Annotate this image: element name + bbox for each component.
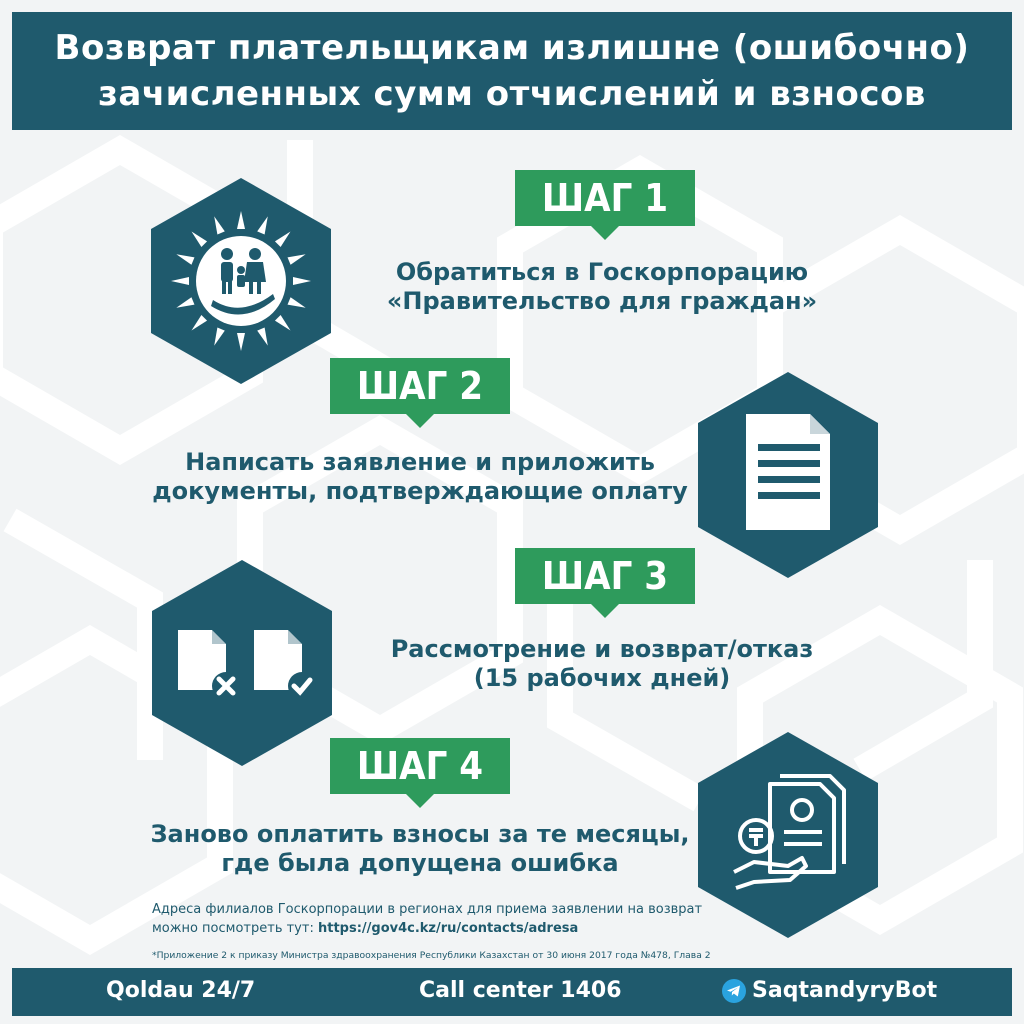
branch-addresses-text: Адреса филиалов Госкорпорации в регионах для приема заявлении на возврат можно посмотреть тут: (152, 902, 703, 936)
step-2-text-line-2: документы, подтверждающие оплату (152, 477, 688, 505)
family-sun-icon (151, 178, 331, 384)
step-4-badge: ШАГ 4 (330, 738, 510, 794)
branch-addresses-link[interactable]: https://gov4c.kz/ru/contacts/adresa (317, 921, 579, 936)
branch-addresses-note (152, 900, 712, 938)
payment-document-icon (698, 732, 878, 938)
step-4-text-line-2: где была допущена ошибка (221, 849, 619, 877)
telegram-icon (722, 979, 746, 1003)
title-banner (12, 12, 1012, 130)
step-2-text (140, 448, 700, 506)
footer-bar (12, 968, 1012, 1016)
step-1-text-line-2: «Правительство для граждан» (386, 287, 818, 315)
step-3-badge: ШАГ 3 (515, 548, 695, 604)
footer-telegram-label: SaqtandyryBot (752, 978, 938, 1003)
footnote: *Приложение 2 к приказу Министра здравоохранения Республики Казахстан от 30 июня 2017 года №478, Глава 2 (152, 950, 711, 961)
footer-call-center: Call center 1406 (419, 978, 622, 1003)
step-2-badge: ШАГ 2 (330, 358, 510, 414)
page-title-line-2: зачисленных сумм отчислений и взносов (98, 74, 926, 114)
step-3-text-line-1: Рассмотрение и возврат/отказ (390, 635, 814, 663)
step-3-text (352, 635, 852, 693)
footer-qoldau: Qoldau 24/7 (106, 978, 256, 1003)
step-1-text (352, 258, 852, 316)
step-2-text-line-1: Написать заявление и приложить (185, 448, 655, 476)
footer-telegram-bot[interactable] (722, 978, 937, 1003)
step-1-text-line-1: Обратиться в Госкорпорацию (395, 258, 809, 286)
step-4-text-line-1: Заново оплатить взносы за те месяцы, (150, 820, 690, 848)
step-4-text (140, 820, 700, 878)
document-icon (698, 372, 878, 578)
step-1-badge: ШАГ 1 (515, 170, 695, 226)
step-3-text-line-2: (15 рабочих дней) (473, 664, 731, 692)
page-title-line-1: Возврат плательщикам излишне (ошибочно) (54, 28, 970, 68)
reject-approve-documents-icon (152, 560, 332, 766)
